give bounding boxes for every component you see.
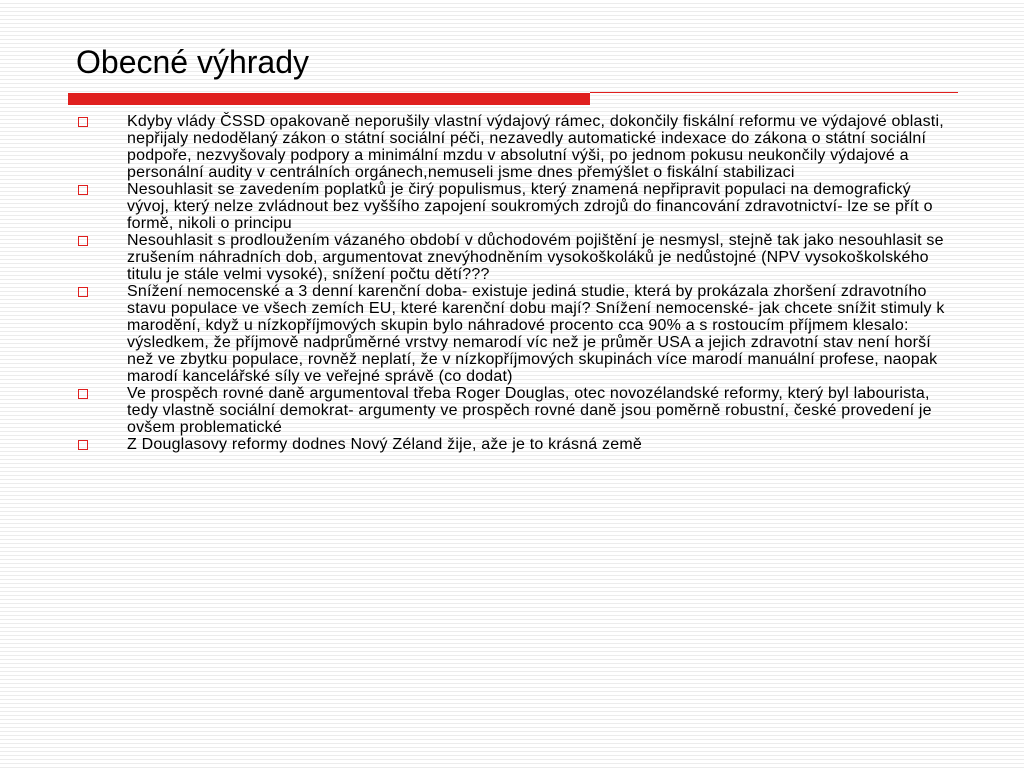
hollow-square-icon bbox=[78, 117, 88, 127]
title-divider-line bbox=[590, 92, 958, 93]
list-item bbox=[76, 232, 956, 283]
bullet-text: Nesouhlasit s prodloužením vázaného období v důchodovém pojištění je nesmysl, stejně tak jako nesouhlasit se zrušením náhradních dob, argumentovat znevýhodněním vysokoškoláků je nedůstojné (NPV vysokoškolského titulu je stále velmi vysoké), snížení počtu dětí??? bbox=[127, 232, 944, 283]
list-item bbox=[76, 283, 956, 385]
bullet-text: Nesouhlasit se zavedením poplatků je čirý populismus, který znamená nepřipravit populaci na demografický vývoj, který nelze zvládnout bez vyššího zapojení soukromých zdrojů do financování zdravotnictví- lze se přít o formě, nikoli o principu bbox=[127, 181, 933, 232]
hollow-square-icon bbox=[78, 287, 88, 297]
bullet-list bbox=[76, 113, 956, 453]
hollow-square-icon bbox=[78, 389, 88, 399]
title-accent-bar bbox=[68, 93, 590, 105]
hollow-square-icon bbox=[78, 236, 88, 246]
list-item bbox=[76, 436, 956, 453]
bullet-text: Kdyby vlády ČSSD opakovaně neporušily vlastní výdajový rámec, dokončily fiskální reformu ve výdajové oblasti, nepřijaly nedodělaný zákon o státní sociální péči, nezavedly automatické indexace do zákona o státní sociální podpoře, nezvyšovaly podpory a minimální mzdu v absolutní výši, po jednom pokusu neukončily výdajové a personální audity v centrálních orgánech,nemuseli jsme dnes přemýšlet o fiskální stabilizaci bbox=[127, 113, 944, 181]
list-item bbox=[76, 385, 956, 436]
hollow-square-icon bbox=[78, 185, 88, 195]
hollow-square-icon bbox=[78, 440, 88, 450]
slide-title: Obecné výhrady bbox=[76, 44, 310, 80]
bullet-text: Ve prospěch rovné daně argumentoval třeba Roger Douglas, otec novozélandské reformy, který byl labourista, tedy vlastně sociální demokrat- argumenty ve prospěch rovné daně jsou poměrně robustní, české provedení je ovšem problematické bbox=[127, 385, 932, 436]
list-item bbox=[76, 181, 956, 232]
list-item bbox=[76, 113, 956, 181]
bullet-text: Snížení nemocenské a 3 denní karenční doba- existuje jediná studie, která by prokázala zhoršení zdravotního stavu populace ve všech zemích EU, které karenční dobu mají? Snížení nemocenské- jak chcete snížit stimuly k marodění, když u nízkopříjmových skupin bylo náhradové procento cca 90% a s rostoucím příjmem klesalo: výsledkem, že příjmově nadprůměrné vrstvy nemarodí víc než je průměr USA a jejich zdravotní stav není horší než ve zbytku populace, rovněž neplatí, že v nízkopříjmových skupinách více marodí manuální profese, naopak marodí kancelářské síly ve veřejné správě (co dodat) bbox=[127, 283, 945, 385]
bullet-text: Z Douglasovy reformy dodnes Nový Zéland žije, aže je to krásná země bbox=[127, 436, 642, 453]
